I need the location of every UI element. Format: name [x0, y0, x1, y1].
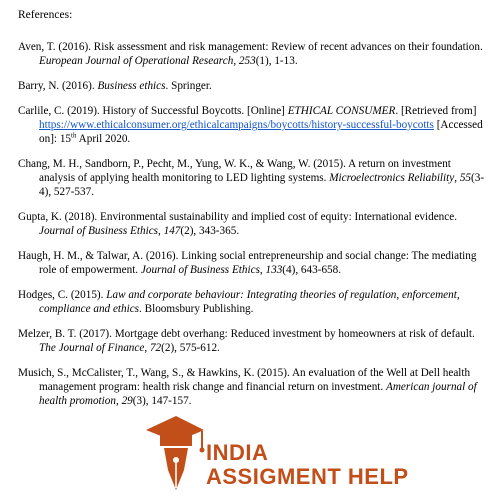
reference-item-haugh — [18, 249, 488, 277]
ref-volume: 133 — [265, 264, 283, 276]
ref-separator: , — [115, 395, 122, 407]
ref-text: . Springer. — [165, 80, 212, 92]
ref-text: . Bloomsbury Publishing. — [139, 303, 254, 315]
references-heading: References: — [18, 9, 73, 21]
reference-item-hodges — [18, 288, 488, 316]
ref-text: Chang, M. H., Sandborn, P., Pecht, M., Yung, W. K., & Wang, W. (2015). A return on investment analysis of applying health monitoring to LED lighting systems. — [18, 158, 451, 184]
ref-url-link[interactable]: https://www.ethicalconsumer.org/ethicalcampaigns/boycotts/history-successful-boycotts — [39, 119, 434, 131]
ref-text: (3), 147-157. — [132, 395, 192, 407]
ref-volume: 29 — [121, 395, 133, 407]
ref-text: Musich, S., McCalister, T., Wang, S., & Hawkins, K. (2015). An evaluation of the Well at Dell health management program: health risk change and financial return on investment. — [18, 367, 471, 393]
ref-journal: Journal of Business Ethics — [39, 225, 159, 237]
ref-separator: , — [233, 55, 239, 67]
ref-text: (3-4), 527-537. — [39, 172, 485, 198]
reference-item-barry — [18, 79, 488, 93]
ref-journal: Journal of Business Ethics — [140, 264, 260, 276]
reference-item-chang — [18, 157, 488, 199]
ref-volume: 72 — [149, 342, 162, 354]
reference-item-musich — [18, 366, 488, 408]
watermark-logo — [144, 410, 409, 495]
ref-volume: 253 — [238, 55, 256, 67]
logo-text-line1: INDIA — [206, 440, 269, 465]
ref-access-date-rest: April 2020. — [76, 133, 131, 145]
reference-item-melzer — [18, 327, 488, 355]
ref-volume: 147 — [163, 225, 181, 237]
ref-text: Haugh, H. M., & Talwar, A. (2016). Linking social entrepreneurship and social change: The mediating role of empowerment. — [18, 250, 477, 276]
ref-separator: , — [454, 172, 460, 184]
ref-text: Barry, N. (2016). — [18, 80, 98, 92]
ref-separator: , — [144, 342, 150, 354]
ref-journal: American journal of health promotion — [39, 381, 477, 407]
graduation-cap-pen-icon — [144, 410, 206, 495]
ref-volume: 55 — [459, 172, 472, 184]
ref-text: (4), 643-658. — [282, 264, 342, 276]
ref-text: (1), 1-13. — [255, 55, 298, 67]
ref-text: Hodges, C. (2015). — [18, 289, 107, 301]
ref-separator: , — [259, 264, 266, 276]
ref-text: . [Retrieved from] — [395, 105, 477, 117]
ref-journal: European Journal of Operational Research — [39, 55, 234, 67]
reference-list — [18, 40, 488, 419]
ref-access-date: [Accessed on]: 15 — [39, 119, 483, 145]
reference-item-gupta — [18, 210, 488, 238]
reference-item-aven — [18, 40, 488, 68]
ref-separator: , — [158, 225, 164, 237]
ref-text: (2), 343-365. — [180, 225, 240, 237]
reference-item-carlile — [18, 104, 488, 146]
ref-text: (2), 575-612. — [161, 342, 220, 354]
ref-book-title: Business ethics — [97, 80, 166, 92]
ref-text: Gupta, K. (2018). Environmental sustainability and implied cost of equity: International evidence. — [18, 211, 458, 223]
ref-text: Melzer, B. T. (2017). Mortgage debt overhang: Reduced investment by homeowners at risk of default. — [18, 328, 475, 340]
ref-journal: The Journal of Finance — [39, 342, 145, 354]
ref-journal: Microelectronics Reliability — [329, 172, 455, 184]
ref-book-title: Law and corporate behaviour: Integrating theories of regulation, enforcement, compliance and ethics — [39, 289, 460, 315]
logo-text-line2: ASSIGMENT HELP — [206, 464, 409, 489]
ref-text: Aven, T. (2016). Risk assessment and risk management: Review of recent advances on their foundation. — [18, 41, 483, 53]
ref-access-suffix: th — [71, 131, 77, 140]
ref-text: Carlile, C. (2019). History of Successful Boycotts. [Online] — [18, 105, 288, 117]
ref-site-name: ETHICAL CONSUMER — [287, 105, 396, 117]
